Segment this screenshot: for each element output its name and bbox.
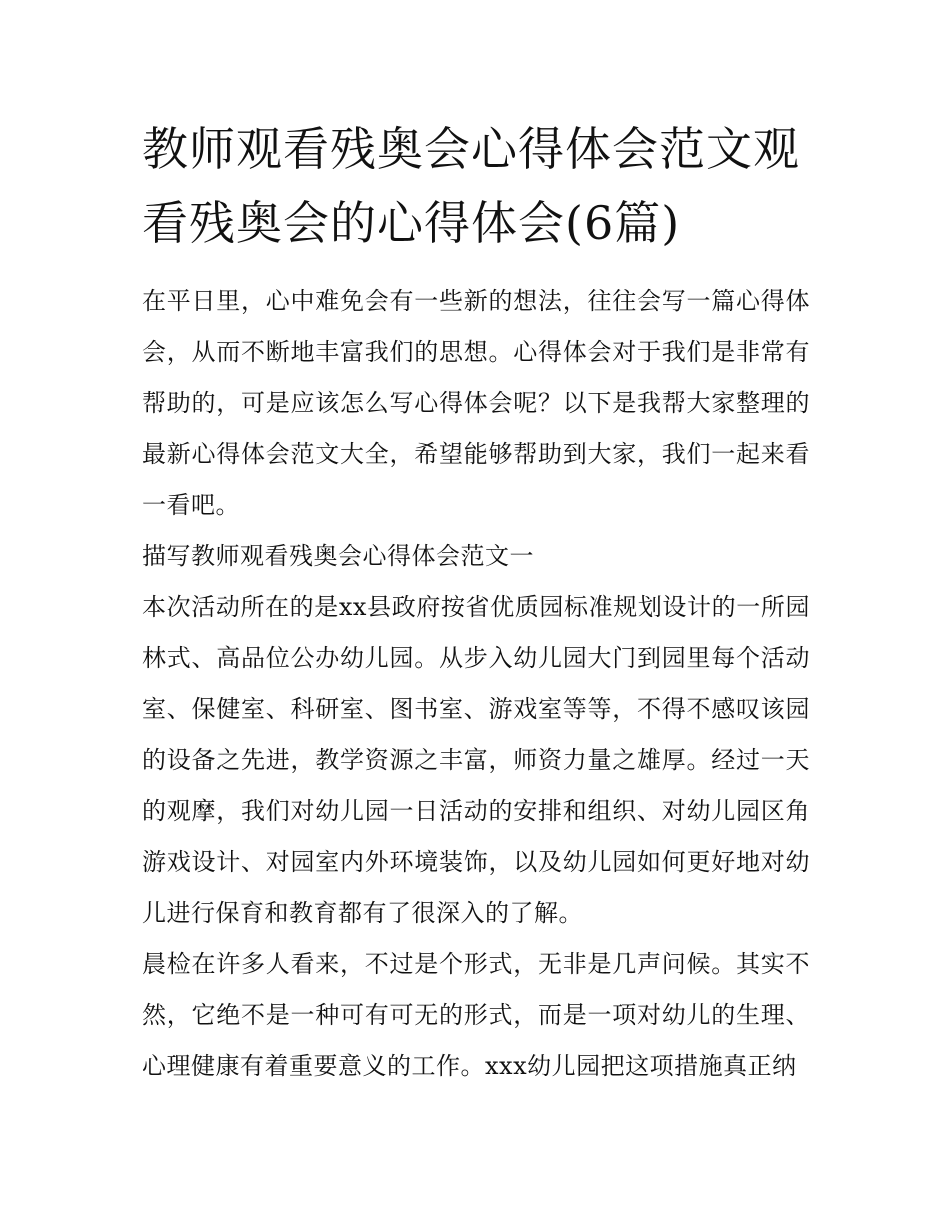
- document-page: [142, 112, 810, 1092]
- document-title: 教师观看残奥会心得体会范文观看残奥会的心得体会(6篇): [142, 122, 800, 250]
- section-heading: 描写教师观看残奥会心得体会范文一: [142, 542, 534, 570]
- intro-paragraph: 在平日里，心中难免会有一些新的想法，往往会写一篇心得体会，从而不断地丰富我们的思想。心得体会对于我们是非常有帮助的，可是应该怎么写心得体会呢？以下是我帮大家整理的最新心得体会范文大全，希望能够帮助到大家，我们一起来看一看吧。: [142, 287, 810, 519]
- body-paragraph: 晨检在许多人看来，不过是个形式，无非是几声问候。其实不然，它绝不是一种可有可无的形式，而是一项对幼儿的生理、心理健康有着重要意义的工作。xxx幼儿园把这项措施真正纳: [142, 950, 810, 1080]
- body-paragraph: 本次活动所在的是xx县政府按省优质园标准规划设计的一所园林式、高品位公办幼儿园。从步入幼儿园大门到园里每个活动室、保健室、科研室、图书室、游戏室等等，不得不感叹该园的设备之先进，教学资源之丰富，师资力量之雄厚。经过一天的观摩，我们对幼儿园一日活动的安排和组织、对幼儿园区角游戏设计、对园室内外环境装饰，以及幼儿园如何更好地对幼儿进行保育和教育都有了很深入的了解。: [142, 593, 810, 927]
- title-spacer: [142, 260, 810, 276]
